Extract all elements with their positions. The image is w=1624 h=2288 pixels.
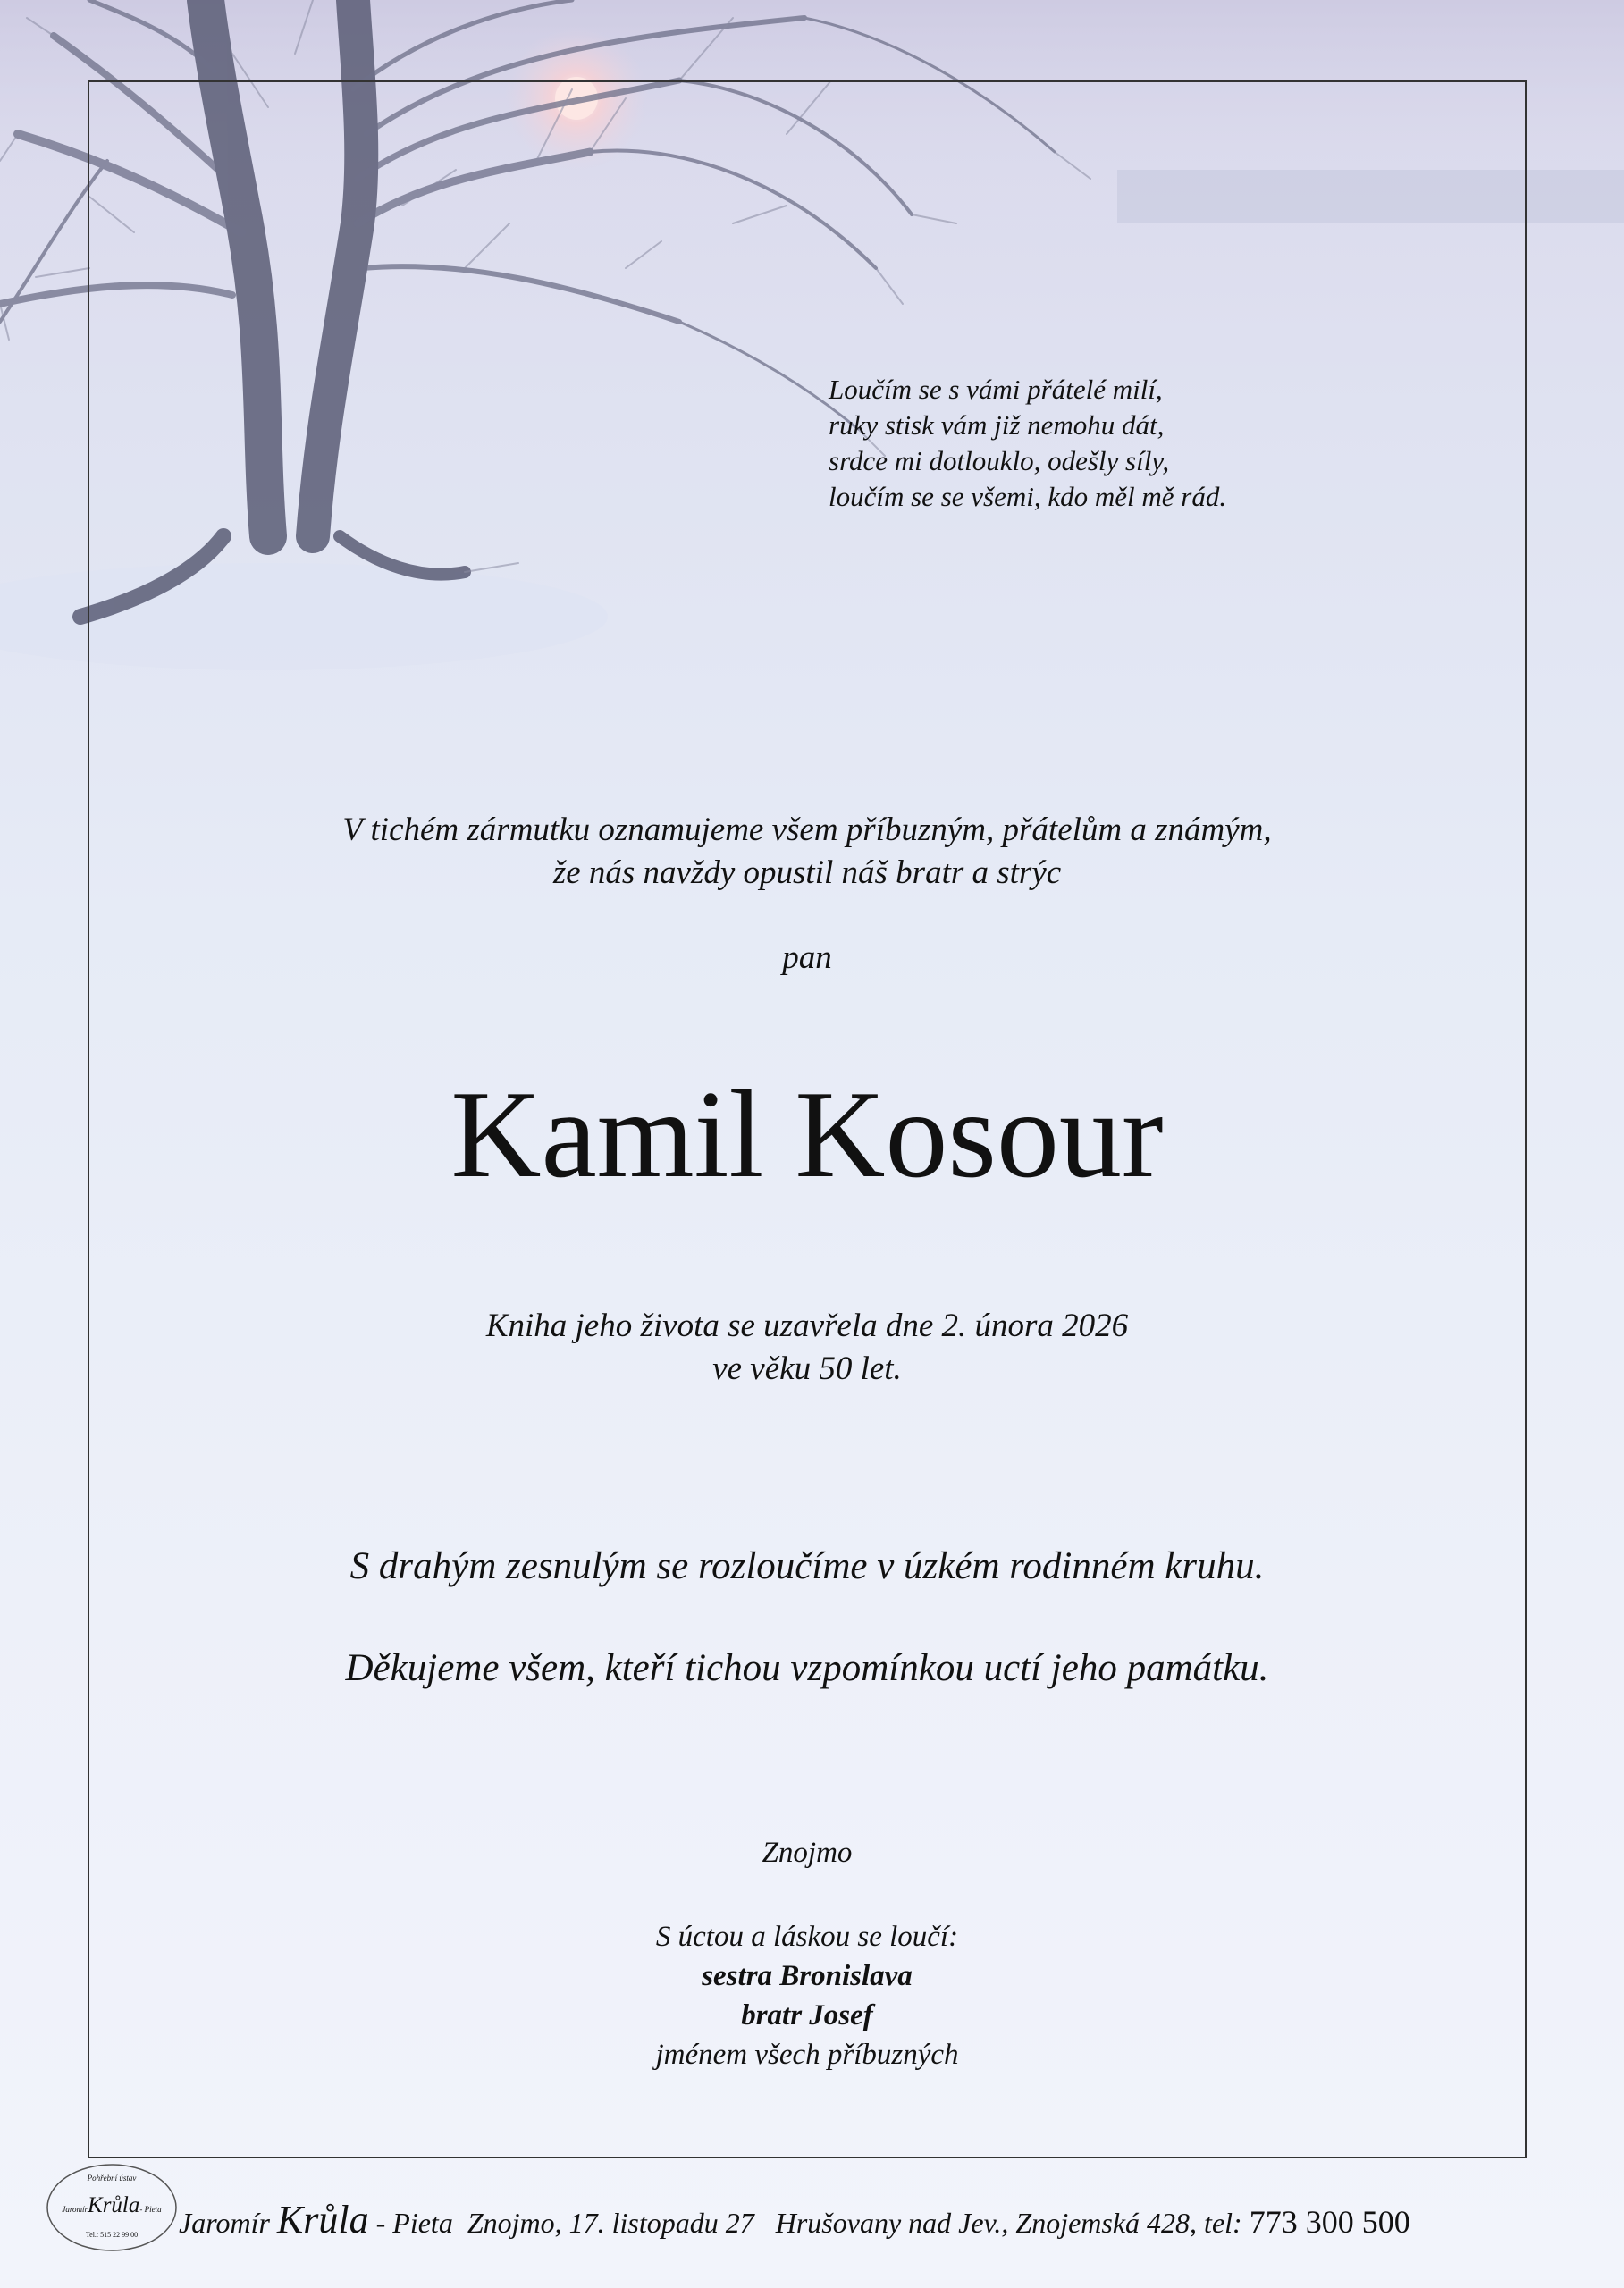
footer-brand: Krůla xyxy=(276,2198,369,2242)
mourners-block xyxy=(88,1917,1527,2074)
verse-line: ruky stisk vám již nemohu dát, xyxy=(829,409,1165,441)
place-name: Znojmo xyxy=(762,1837,853,1869)
footer-first-name: Jaromír xyxy=(179,2207,270,2239)
logo-top-text: Pohřební ústav xyxy=(87,2174,137,2183)
verse-line: loučím se se všemi, kdo měl mě rád. xyxy=(829,481,1227,512)
thanks-notice: Děkujeme všem, kteří tichou vzpomínkou uctí jeho památku. xyxy=(345,1647,1269,1689)
announcement-intro xyxy=(88,809,1527,895)
logo-brand xyxy=(45,2193,179,2218)
farewell-verse xyxy=(829,372,1454,515)
funeral-home-logo xyxy=(45,2161,179,2255)
verse-line: Loučím se s vámi přátelé milí, xyxy=(829,374,1163,405)
footer-phone: 773 300 500 xyxy=(1249,2204,1410,2240)
logo-left-text: Jaromír xyxy=(62,2205,88,2214)
life-line: ve věku 50 let. xyxy=(712,1350,902,1387)
mourners-heading: S úctou a láskou se loučí: xyxy=(655,1921,959,1953)
mourner-name: bratr Josef xyxy=(741,1999,873,2031)
farewell-notice: S drahým zesnulým se rozloučíme v úzkém rodinném kruhu. xyxy=(349,1545,1265,1587)
mourners-closing: jménem všech příbuzných xyxy=(655,2039,959,2071)
footer-address-hrusovany: Hrušovany nad Jev., Znojemská 428, tel: xyxy=(775,2207,1242,2239)
funeral-home-footer xyxy=(179,2197,1573,2242)
logo-right-text: - Pieta xyxy=(139,2205,162,2214)
mourner-name: sestra Bronislava xyxy=(702,1960,913,1992)
salutation: pan xyxy=(782,939,832,976)
footer-address-znojmo: Znojmo, 17. listopadu 27 xyxy=(467,2207,754,2239)
verse-line: srdce mi dotlouklo, odešly síly, xyxy=(829,445,1170,476)
deceased-name: Kamil Kosour xyxy=(450,1065,1164,1204)
life-line: Kniha jeho života se uzavřela dne 2. února 2026 xyxy=(485,1308,1129,1344)
intro-line: že nás navždy opustil náš bratr a strýc xyxy=(552,854,1062,891)
logo-phone: Tel.: 515 22 99 00 xyxy=(85,2231,139,2239)
logo-brand-text: Krůla xyxy=(88,2193,140,2217)
footer-suffix: - Pieta xyxy=(375,2207,453,2239)
intro-line: V tichém zármutku oznamujeme všem příbuzným, přátelům a známým, xyxy=(342,812,1272,848)
life-dates xyxy=(88,1305,1527,1391)
